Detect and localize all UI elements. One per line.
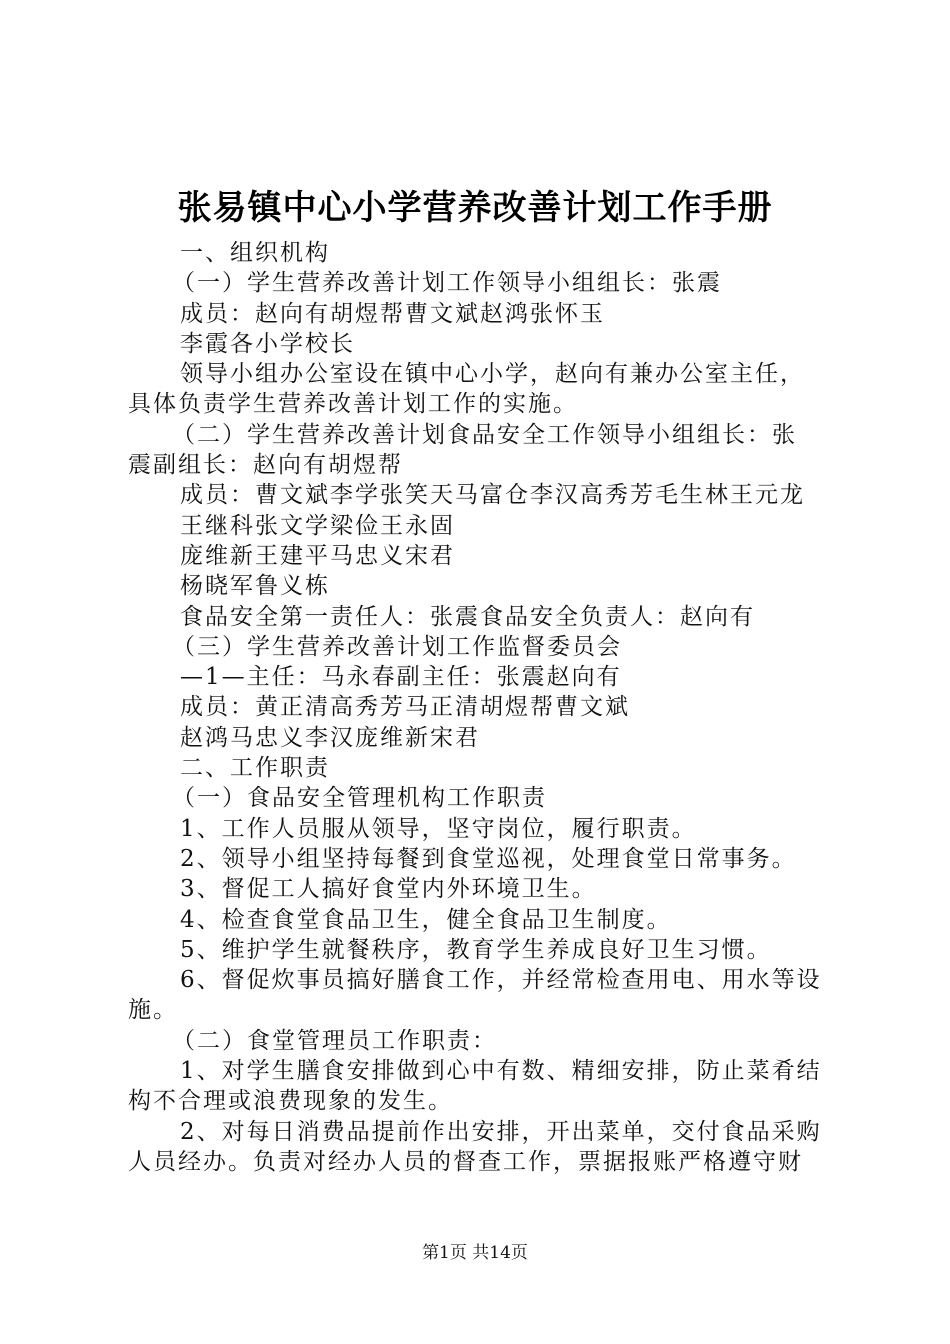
text-line: 食品安全第一责任人：张震食品安全负责人：赵向有 <box>180 603 755 630</box>
text-line: 王继科张文学梁俭王永固 <box>180 512 455 539</box>
text-line: 李霞各小学校长 <box>180 330 355 357</box>
text-line: 6、督促炊事员搞好膳食工作，并经常检查用电、用水等设 <box>180 967 822 994</box>
document-title: 张易镇中心小学营养改善计划工作手册 <box>177 188 773 228</box>
text-line: 1、对学生膳食安排做到心中有数、精细安排，防止菜肴结 <box>180 1058 822 1085</box>
text-line: —1—主任：马永春副主任：张震赵向有 <box>180 664 622 691</box>
text-line: 二、工作职责 <box>180 755 330 782</box>
page-number-footer: 第1页 共14页 <box>422 1243 528 1263</box>
text-line: 庞维新王建平马忠义宋君 <box>180 542 455 569</box>
text-line: 2、领导小组坚持每餐到食堂巡视，处理食堂日常事务。 <box>180 845 797 872</box>
text-line: （二）学生营养改善计划食品安全工作领导小组组长：张 <box>172 421 797 448</box>
text-line: 一、组织机构 <box>180 240 330 266</box>
document-body <box>128 238 828 1177</box>
text-line: 4、检查食堂食品卫生，健全食品卫生制度。 <box>180 906 672 933</box>
text-line: 5、维护学生就餐秩序，教育学生养成良好卫生习惯。 <box>180 936 772 963</box>
text-line: 成员：曹文斌李学张笑天马富仓李汉高秀芳毛生林王元龙 <box>180 482 805 509</box>
text-line: 1、工作人员服从领导，坚守岗位，履行职责。 <box>180 815 697 842</box>
text-line: 成员：赵向有胡煜帮曹文斌赵鸿张怀玉 <box>180 300 605 327</box>
text-line: （一）食品安全管理机构工作职责 <box>172 785 547 812</box>
text-line: （三）学生营养改善计划工作监督委员会 <box>172 633 622 660</box>
text-line: 2、对每日消费品提前作出安排，开出菜单，交付食品采购 <box>180 1118 822 1145</box>
text-line: 赵鸿马忠义李汉庞维新宋君 <box>180 724 480 751</box>
text-line: 施。 <box>128 997 178 1024</box>
text-line: 构不合理或浪费现象的发生。 <box>128 1088 453 1115</box>
text-line: 具体负责学生营养改善计划工作的实施。 <box>128 391 578 418</box>
text-line: 震副组长：赵向有胡煜帮 <box>128 452 403 479</box>
text-line: 杨晓军鲁义栋 <box>180 573 330 600</box>
text-line: （二）食堂管理员工作职责： <box>172 1027 497 1054</box>
text-line: 人员经办。负责对经办人员的督查工作，票据报账严格遵守财 <box>128 1148 803 1175</box>
text-line: 3、督促工人搞好食堂内外环境卫生。 <box>180 876 597 903</box>
text-line: 成员：黄正清高秀芳马正清胡煜帮曹文斌 <box>180 694 630 721</box>
text-line: （一）学生营养改善计划工作领导小组组长：张震 <box>172 270 722 297</box>
text-line: 领导小组办公室设在镇中心小学，赵向有兼办公室主任， <box>180 361 805 388</box>
